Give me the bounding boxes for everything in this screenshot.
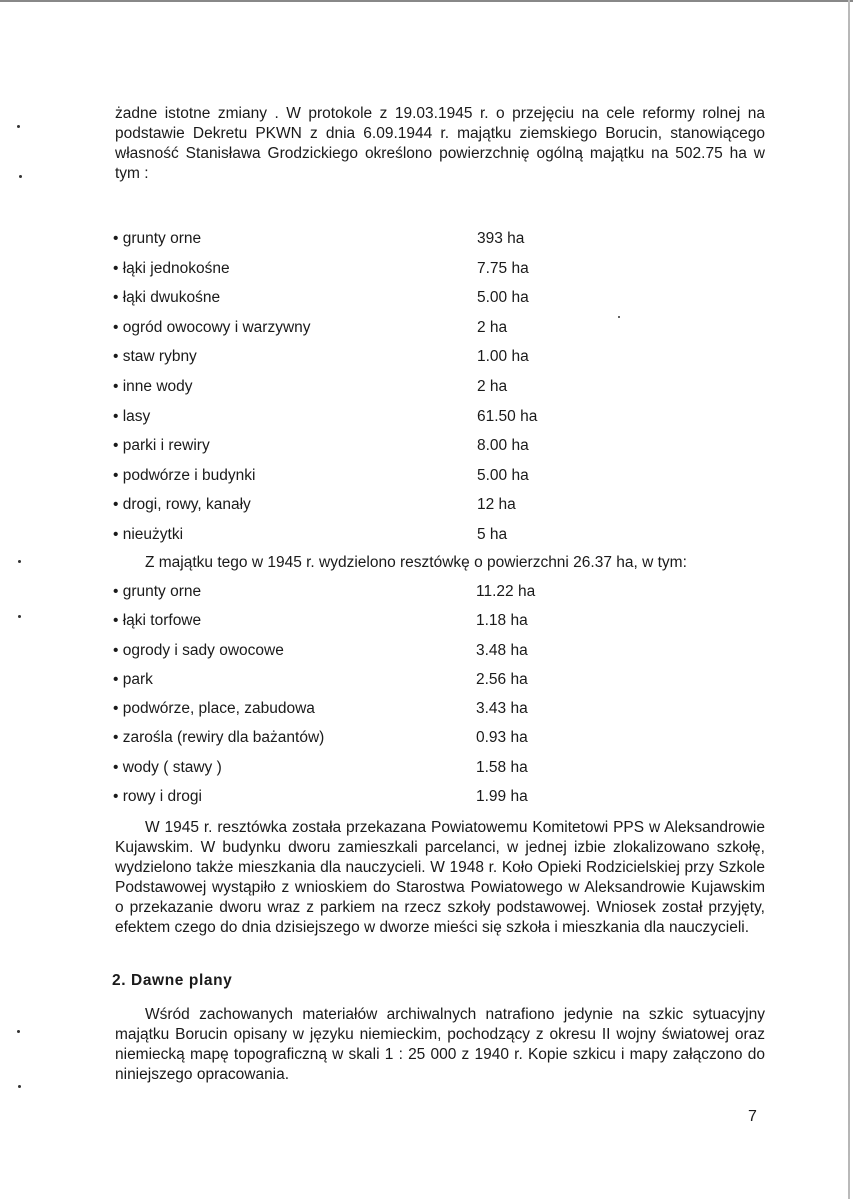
list-item xyxy=(113,288,673,318)
list-item xyxy=(113,582,673,611)
item-name: • rowy i drogi xyxy=(113,788,202,806)
item-name: • grunty orne xyxy=(113,583,202,600)
scan-speck xyxy=(17,125,20,128)
section-heading: 2. Dawne plany xyxy=(112,972,233,989)
scan-edge-top xyxy=(0,0,853,2)
item-value: 2.56 ha xyxy=(476,670,528,688)
item-value: 393 ha xyxy=(477,230,525,247)
item-value: 8.00 ha xyxy=(477,437,529,455)
item-value: 11.22 ha xyxy=(476,583,536,600)
page-number: 7 xyxy=(748,1108,757,1125)
plans-paragraph: Wśród zachowanych materiałów archiwalnych natrafiono jedynie na szkic sytuacyjny majątku Borucin opisany w języku niemieckim, pochodzący z okresu II wojny światowej oraz niemiecką mapę topograficzną w skali 1 : 25 000 z 1940 r. Kopie szkicu i mapy załączono do niniejszego opracowania. xyxy=(115,1006,765,1083)
item-name: • podwórze i budynki xyxy=(113,466,256,484)
item-value: 1.99 ha xyxy=(476,788,528,806)
item-name: • nieużytki xyxy=(113,525,184,543)
item-name: • grunty orne xyxy=(113,230,202,247)
item-value: 5 ha xyxy=(477,525,508,543)
residual-area-list xyxy=(113,582,673,816)
scan-speck xyxy=(19,175,22,178)
list-item xyxy=(113,436,673,466)
item-name: • łąki jednokośne xyxy=(113,259,230,277)
item-name: • wody ( stawy ) xyxy=(113,758,222,776)
list-item xyxy=(113,699,673,728)
item-value: 12 ha xyxy=(477,496,516,514)
item-value: 1.58 ha xyxy=(476,758,528,776)
list-item xyxy=(113,611,673,640)
item-name: • podwórze, place, zabudowa xyxy=(113,700,315,718)
list-item xyxy=(113,641,673,670)
item-value: 0.93 ha xyxy=(476,729,528,747)
list-item xyxy=(113,525,673,555)
list-item xyxy=(113,347,673,377)
estate-area-list xyxy=(113,229,673,555)
history-paragraph: W 1945 r. resztówka została przekazana Powiatowemu Komitetowi PPS w Aleksandrowie Kujawskim. W budynku dworu zamieszkali parcelanci, w jednej izbie zlokalizowano szkołę, wydzielono także mieszkania dla nauczycieli. W 1948 r. Koło Opieki Rodzicielskiej przy Szkole Podstawowej wystąpiło z wnioskiem do Starostwa Powiatowego w Aleksandrowie Kujawskim o przekazanie dworu wraz z parkiem na rzecz szkoły podstawowej. Wniosek został przyjęty, efektem czego do dnia dzisiejszego w dworze mieści się szkoła i mieszkania dla nauczycieli. xyxy=(115,819,765,936)
item-name: • ogrody i sady owocowe xyxy=(113,641,284,659)
item-value: 3.43 ha xyxy=(476,700,528,718)
scan-speck xyxy=(18,615,21,618)
scan-speck xyxy=(18,1085,21,1088)
item-value: 5.00 ha xyxy=(477,466,529,484)
residual-intro-paragraph: Z majątku tego w 1945 r. wydzielono resztówkę o powierzchni 26.37 ha, w tym: xyxy=(145,554,687,571)
intro-paragraph: żadne istotne zmiany . W protokole z 19.03.1945 r. o przejęciu na cele reformy rolnej na podstawie Dekretu PKWN z dnia 6.09.1944 r. majątku ziemskiego Borucin, stanowiącego własność Stanisława Grodzickiego określono powierzchnię ogólną majątku na 502.75 ha w tym : xyxy=(115,105,765,182)
item-value: 61.50 ha xyxy=(477,407,538,425)
item-name: • lasy xyxy=(113,407,151,425)
item-value: 3.48 ha xyxy=(476,641,528,659)
item-value: 5.00 ha xyxy=(477,289,529,307)
item-name: • park xyxy=(113,670,153,688)
list-item xyxy=(113,259,673,289)
item-value: 7.75 ha xyxy=(477,259,529,277)
item-value: 2 ha xyxy=(477,318,508,336)
item-name: • staw rybny xyxy=(113,348,197,366)
item-name: • łąki torfowe xyxy=(113,612,202,630)
list-item xyxy=(113,407,673,437)
item-name: • inne wody xyxy=(113,377,193,395)
list-item xyxy=(113,670,673,699)
item-name: • drogi, rowy, kanały xyxy=(113,496,251,514)
list-item xyxy=(113,728,673,757)
item-value: 1.00 ha xyxy=(477,348,529,366)
list-item xyxy=(113,466,673,496)
list-item xyxy=(113,787,673,816)
scan-speck xyxy=(18,560,21,563)
item-name: • zarośla (rewiry dla bażantów) xyxy=(113,729,325,747)
item-value: 1.18 ha xyxy=(476,612,528,630)
scan-speck xyxy=(618,316,620,318)
list-item xyxy=(113,758,673,787)
list-item xyxy=(113,229,673,259)
item-name: • łąki dwukośne xyxy=(113,289,221,307)
item-name: • ogród owocowy i warzywny xyxy=(113,318,311,336)
scan-speck xyxy=(17,1030,20,1033)
list-item xyxy=(113,495,673,525)
list-item xyxy=(113,318,673,348)
list-item xyxy=(113,377,673,407)
item-name: • parki i rewiry xyxy=(113,437,210,455)
item-value: 2 ha xyxy=(477,377,508,395)
scan-edge-right xyxy=(848,0,850,1199)
